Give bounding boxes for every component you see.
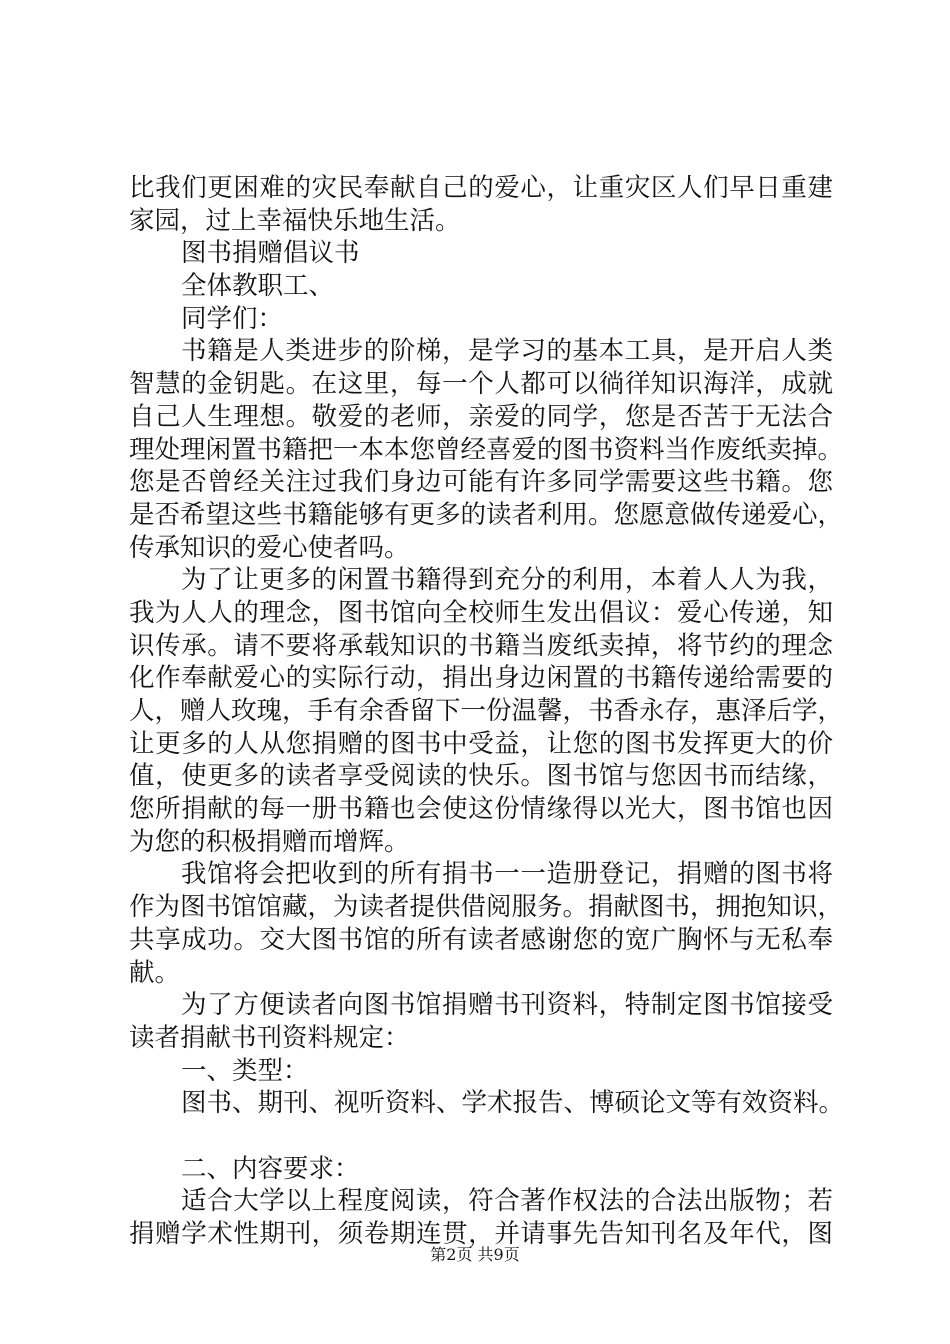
text-line: 我馆将会把收到的所有捐书一一造册登记，捐赠的图书将	[181, 859, 833, 890]
text-line: 家园，过上幸福快乐地生活。	[129, 205, 461, 236]
text-line: 书籍是人类进步的阶梯，是学习的基本工具，是开启人类	[181, 336, 833, 367]
text-line: 捐赠学术性期刊，须卷期连贯，并请事先告知刊名及年代，图	[129, 1219, 833, 1249]
text-line: 比我们更困难的灾民奉献自己的爱心，让重灾区人们早日重建	[129, 173, 833, 203]
text-line: 传承知识的爱心使者吗。	[129, 532, 410, 563]
text-line: 化作奉献爱心的实际行动，捐出身边闲置的书籍传递给需要的	[129, 663, 833, 694]
page-footer: 第2页 共9页	[430, 1245, 520, 1264]
text-line: 为了让更多的闲置书籍得到充分的利用，本着人人为我，	[181, 565, 833, 596]
text-line: 全体教职工、	[181, 271, 335, 302]
text-line: 二、内容要求：	[181, 1153, 360, 1184]
text-line: 为了方便读者向图书馆捐赠书刊资料，特制定图书馆接受	[181, 990, 833, 1021]
text-line: 您所捐献的每一册书籍也会使这份情缘得以光大，图书馆也因	[129, 794, 833, 825]
text-line: 读者捐献书刊资料规定：	[129, 1022, 410, 1053]
text-line: 识传承。请不要将承载知识的书籍当废纸卖掉，将节约的理念	[129, 630, 833, 661]
text-line: 智慧的金钥匙。在这里，每一个人都可以徜徉知识海洋，成就	[129, 369, 833, 400]
text-line: 是否希望这些书籍能够有更多的读者利用。您愿意做传递爱心，	[129, 499, 844, 530]
blank-line	[129, 1120, 833, 1153]
text-line: 图书、期刊、视听资料、学术报告、博硕论文等有效资料。	[181, 1088, 845, 1119]
text-line: 值，使更多的读者享受阅读的快乐。图书馆与您因书而结缘，	[129, 761, 833, 792]
text-line: 自己人生理想。敬爱的老师，亲爱的同学，您是否苦于无法合	[129, 401, 833, 432]
text-line: 理处理闲置书籍把一本本您曾经喜爱的图书资料当作废纸卖掉。	[129, 434, 844, 465]
text-line: 一、类型：	[181, 1055, 309, 1086]
text-line: 作为图书馆馆藏，为读者提供借阅服务。捐献图书，拥抱知识，	[129, 892, 844, 923]
text-line: 图书捐赠倡议书	[181, 238, 360, 269]
text-line: 为您的积极捐赠而增辉。	[129, 826, 410, 857]
text-line: 人，赠人玫瑰，手有余香留下一份温馨，书香永存，惠泽后学，	[129, 696, 844, 726]
text-line: 适合大学以上程度阅读，符合著作权法的合法出版物；若	[181, 1186, 833, 1217]
text-line: 同学们：	[181, 303, 284, 334]
text-line: 献。	[129, 957, 181, 988]
text-line: 我为人人的理念，图书馆向全校师生发出倡议：爱心传递，知	[129, 597, 833, 628]
document-body	[129, 172, 845, 1251]
text-line: 让更多的人从您捐赠的图书中受益，让您的图书发挥更大的价	[129, 728, 833, 759]
text-line: 共享成功。交大图书馆的所有读者感谢您的宽广胸怀与无私奉	[129, 924, 833, 955]
text-line: 您是否曾经关注过我们身边可能有许多同学需要这些书籍。您	[129, 467, 833, 498]
